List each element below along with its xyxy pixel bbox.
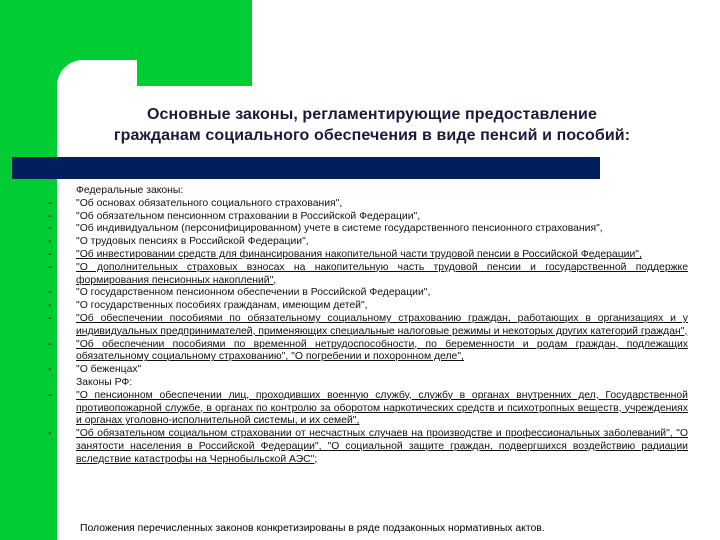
list-item — [48, 211, 688, 224]
bullet-dash: - — [48, 248, 52, 260]
law-text: "Об основах обязательного социального страхования", — [76, 197, 343, 209]
bullet-dash: - — [48, 312, 52, 324]
list-item — [48, 236, 688, 249]
title-line-2: гражданам социального обеспечения в виде пенсий и пособий: — [113, 127, 631, 144]
list-item — [48, 287, 688, 300]
law-text: "О беженцах" — [76, 364, 142, 376]
bullet-dash: - — [48, 389, 52, 401]
list-item — [48, 339, 688, 365]
laws-list — [48, 185, 688, 467]
law-text: "Об обязательном пенсионном страховании в Российской Федерации", — [76, 210, 421, 222]
law-text: "О трудовых пенсиях в Российской Федерации", — [76, 236, 309, 248]
bullet-dash: - — [48, 236, 52, 248]
list-item — [48, 198, 688, 211]
footer-note: Положения перечисленных законов конкретизированы в ряде подзаконных нормативных актов. — [80, 523, 545, 534]
bullet-dash: - — [48, 261, 52, 273]
rf-heading: Законы РФ: — [76, 376, 133, 388]
federal-heading: Федеральные законы: — [76, 185, 184, 196]
list-item — [48, 300, 688, 313]
law-text: "О государственных пособиях гражданам, имеющим детей", — [76, 300, 368, 312]
law-text: "О пенсионном обеспечении лиц, проходивших военную службу, службу в органах внутренних дел, Государственной противопожарной службе, в органах по контролю за оборотом наркотических средств и психотропных веществ, учреждениях и органах уголовно-исполнительной системы, и их семей", — [76, 389, 688, 427]
list-item — [48, 262, 688, 288]
bullet-dash: - — [48, 338, 52, 350]
law-text: "Об обеспечении пособиями по обязательному социальному страхованию граждан, работающих в организациях и у индивидуальных предпринимателей, применяющих специальные налоговые режимы и некоторых других категорий граждан", — [76, 312, 688, 337]
bullet-dash: - — [48, 223, 52, 235]
bullet-dash: - — [48, 364, 52, 376]
slide-title — [72, 104, 672, 146]
law-text: "О дополнительных страховых взносах на накопительную часть трудовой пенсии и государственной поддержке формирования пенсионных накоплений", — [76, 261, 688, 286]
list-item — [48, 428, 688, 466]
rf-heading-row — [48, 377, 688, 390]
law-text: "Об обеспечении пособиями по временной нетрудоспособности, по беременности и родам граждан, подлежащих обязательному социальному страхованию", "О погребении и похоронном деле", — [76, 338, 688, 363]
list-item — [48, 249, 688, 262]
bullet-dash: - — [48, 197, 52, 209]
title-line-1: Основные законы, регламентирующие предоставление — [147, 106, 597, 123]
law-text: "Об инвестировании средств для финансирования накопительной части трудовой пенсии в Российской Федерации", — [76, 248, 642, 260]
list-item — [48, 223, 688, 236]
bullet-dash: - — [48, 300, 52, 312]
bullet-dash: - — [48, 210, 52, 222]
title-rule — [12, 157, 600, 179]
list-item — [48, 313, 688, 339]
bullet-dash: - — [48, 287, 52, 299]
federal-heading-row — [48, 185, 688, 198]
law-text: "О государственном пенсионном обеспечении в Российской Федерации", — [76, 287, 431, 299]
list-item — [48, 364, 688, 377]
law-text: "Об обязательном социальном страховании от несчастных случаев на производстве и профессиональных заболеваний", "О занятости населения в Российской Федерации", "О социальной защите граждан, подвергшихся воздействию радиации вследствие катастрофы на Чернобыльской АЭС"; — [76, 428, 688, 465]
law-text: "Об индивидуальном (персонифицированном) учете в системе государственного пенсионного страхования", — [76, 223, 603, 235]
bullet-dash: - — [48, 428, 52, 440]
list-item — [48, 390, 688, 428]
